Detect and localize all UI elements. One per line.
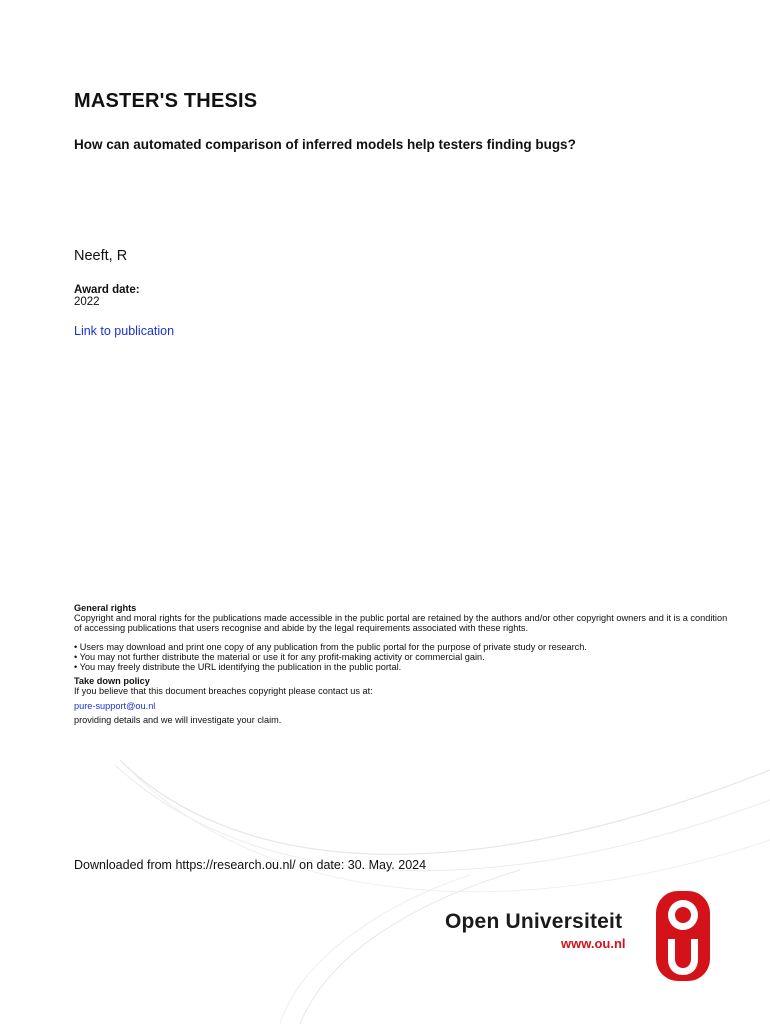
takedown-policy-heading: Take down policy: [74, 676, 150, 687]
publication-link[interactable]: Link to publication: [74, 324, 175, 338]
usage-rule-item: • You may not further distribute the material or use it for any profit-making activity or commercial gain.: [74, 652, 734, 662]
support-email-link[interactable]: pure-support@ou.nl: [74, 700, 156, 711]
award-date-label: Award date:: [74, 284, 140, 296]
general-rights-text: Copyright and moral rights for the publications made accessible in the public portal are retained by the authors and/or other copyright owners and it is a condition of accessing publications that users recognise and abide by the legal requirements associated with these rights.: [74, 613, 728, 634]
general-rights-heading: General rights: [74, 603, 137, 613]
author-name: Neeft, R: [74, 248, 128, 264]
award-date-value: 2022: [74, 296, 100, 308]
open-universiteit-logo-icon: [654, 889, 712, 983]
takedown-closing-text: providing details and we will investigate your claim.: [74, 714, 282, 725]
usage-rules-list: [74, 642, 734, 673]
usage-rule-item: • You may freely distribute the URL identifying the publication in the public portal.: [74, 662, 734, 672]
rights-notice: [74, 603, 734, 725]
usage-rule-item: • Users may download and print one copy of any publication from the public portal for the purpose of private study or research.: [74, 642, 734, 652]
download-notice: Downloaded from https://research.ou.nl/ on date: 30. May. 2024: [74, 858, 427, 872]
thesis-title: How can automated comparison of inferred models help testers finding bugs?: [74, 137, 576, 152]
institution-name: Open Universiteit: [445, 910, 623, 933]
document-type-heading: MASTER'S THESIS: [74, 90, 258, 112]
institution-url[interactable]: www.ou.nl: [561, 936, 626, 951]
takedown-policy-text: If you believe that this document breaches copyright please contact us at:: [74, 686, 373, 697]
